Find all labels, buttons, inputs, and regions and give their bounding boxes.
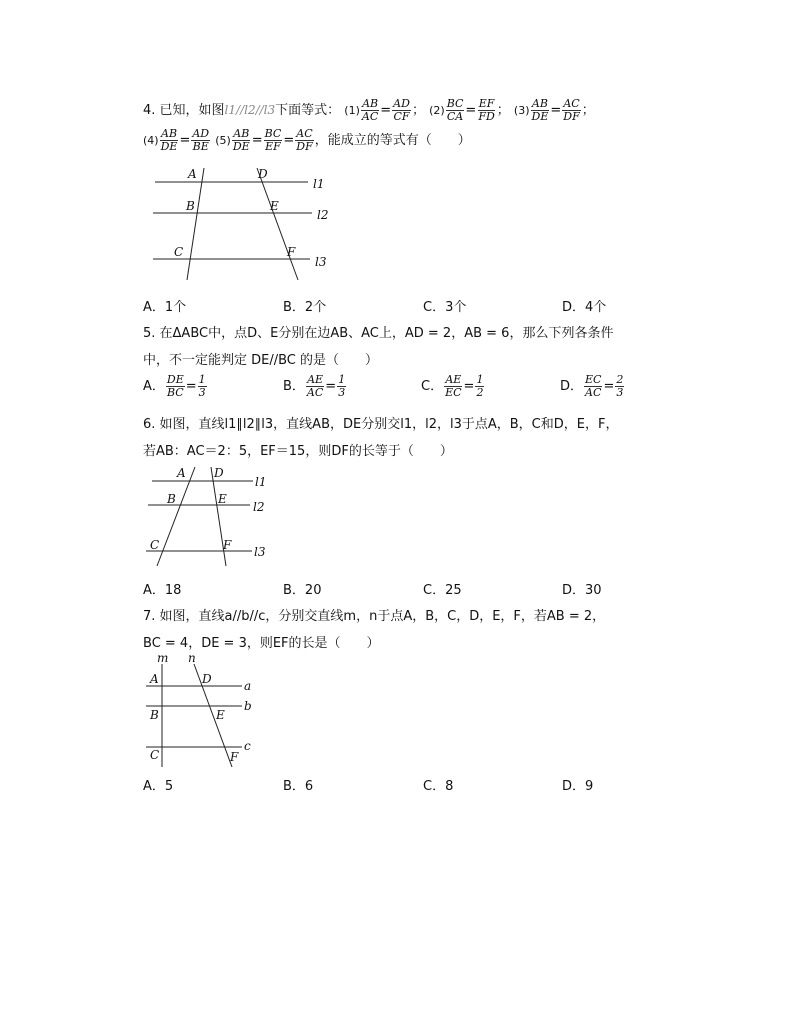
q4-stem-line1: 4. 已知，如图l1//l2//l3下面等式： (1) $\frac{AB}{AC}$ = $\frac{AD}{CF}$ ； (2) $\frac{BC}{CA}$ = $\frac{EF}{FD}$ ； (3) $\frac{AB}{DE}$ = $\frac{AC}{DF}$ ； [143,97,595,123]
q4-label-A: A [188,167,197,181]
q6-label-C: C [150,538,160,552]
q4-label-F: F [287,245,296,259]
q4-label-D: D [258,167,268,181]
q4-option-d[interactable]: D．4个 [562,300,607,315]
q6-label-E: E [218,492,227,506]
q4-label-B: B [186,199,195,213]
q6-figure [140,462,275,574]
q5-stem-line1: 5. 在ΔABC中，点D、E分别在边AB、AC上，AD = 2，AB = 6，那么下列各条件 [143,326,614,341]
q6-label-l3: l3 [254,545,266,559]
q4-eq2-frac1: $\frac{BC}{CA}$ [446,97,464,123]
q4-eq1-frac2: $\frac{AD}{CF}$ [393,97,410,123]
q4-eq4-frac1: $\frac{AB}{DE}$ [160,127,178,153]
q4-option-a[interactable]: A．1个 [143,300,187,315]
q4-eq3-frac1: $\frac{AB}{DE}$ [531,97,549,123]
q5-option-b[interactable]: B． $\frac{AE}{AC}$ = $\frac{1}{3}$ [283,373,346,399]
q4-label-l3: l3 [315,255,327,269]
q4-transversal-ac [187,168,204,280]
q7-label-B: B [150,708,159,722]
q5-option-c[interactable]: C． $\frac{AE}{EC}$ = $\frac{1}{2}$ [421,373,484,399]
q4-eq3-frac2: $\frac{AC}{DF}$ [563,97,580,123]
q7-stem-line2: BC = 4，DE = 3，则EF的长是（ ） [143,636,380,651]
q6-stem-line1: 6. 如图，直线l1∥l2∥l3，直线AB，DE分别交l1，l2，l3于点A，B，C和D，E，F， [143,417,619,432]
q4-eq5-frac3: $\frac{AC}{DF}$ [296,127,313,153]
q7-label-D: D [202,672,212,686]
q4-parallel-notation: l1//l2//l3 [224,103,276,117]
q7-option-b[interactable]: B．6 [283,779,314,794]
q4-figure [150,162,350,287]
q4-label-E: E [270,199,279,213]
q5-option-a[interactable]: A． $\frac{DE}{BC}$ = $\frac{1}{3}$ [143,373,206,399]
q6-label-D: D [214,466,224,480]
q6-label-l1: l1 [255,475,267,489]
q4-option-b[interactable]: B．2个 [283,300,327,315]
q6-option-b[interactable]: B．20 [283,583,322,598]
q7-label-C: C [150,748,160,762]
q4-eq4-frac2: $\frac{AD}{BE}$ [192,127,210,153]
q7-label-m: m [157,651,169,665]
q7-option-a[interactable]: A．5 [143,779,174,794]
q7-label-a: a [244,679,252,693]
q6-stem-line2: 若AB：AC＝2：5，EF＝15，则DF的长等于（ ） [143,444,453,459]
q4-eq5-frac1: $\frac{AB}{DE}$ [232,127,250,153]
q7-label-E: E [216,708,225,722]
q7-label-b: b [244,699,252,713]
q6-label-B: B [167,492,176,506]
q7-stem-line1: 7. 如图，直线a//b//c，分别交直线m，n于点A，B，C，D，E，F，若AB = 2， [143,609,606,624]
q4-eq5-frac2: $\frac{BC}{EF}$ [264,127,282,153]
q4-option-c[interactable]: C．3个 [423,300,467,315]
q7-label-c: c [244,739,251,753]
q6-option-a[interactable]: A．18 [143,583,182,598]
q6-label-A: A [177,466,186,480]
q5-option-d[interactable]: D． $\frac{EC}{AC}$ = $\frac{2}{3}$ [560,373,624,399]
q7-label-n: n [188,651,196,665]
q6-option-d[interactable]: D．30 [562,583,602,598]
q5-stem-line2: 中，不一定能判定 DE//BC 的是（ ） [143,353,379,368]
q7-option-c[interactable]: C．8 [423,779,454,794]
q7-option-d[interactable]: D．9 [562,779,594,794]
q6-label-l2: l2 [253,500,265,514]
q4-label-l1: l1 [313,177,325,191]
q7-line-n [194,664,232,767]
q6-option-c[interactable]: C．25 [423,583,462,598]
q4-label-l2: l2 [317,208,329,222]
q4-eq1-frac1: $\frac{AB}{AC}$ [361,97,379,123]
q4-stem-line2: (4) $\frac{AB}{DE}$ = $\frac{AD}{BE}$ (5) $\frac{AB}{DE}$ = $\frac{BC}{EF}$ = $\frac{AC}{DF}$ ，能成立的等式有（ ） [143,127,471,153]
q7-figure [140,650,270,772]
q4-eq2-frac2: $\frac{EF}{FD}$ [478,97,495,123]
q4-transversal-df [257,168,298,280]
q7-label-A: A [150,672,159,686]
q7-label-F: F [230,750,239,764]
q6-label-F: F [223,538,232,552]
q4-label-C: C [174,245,184,259]
